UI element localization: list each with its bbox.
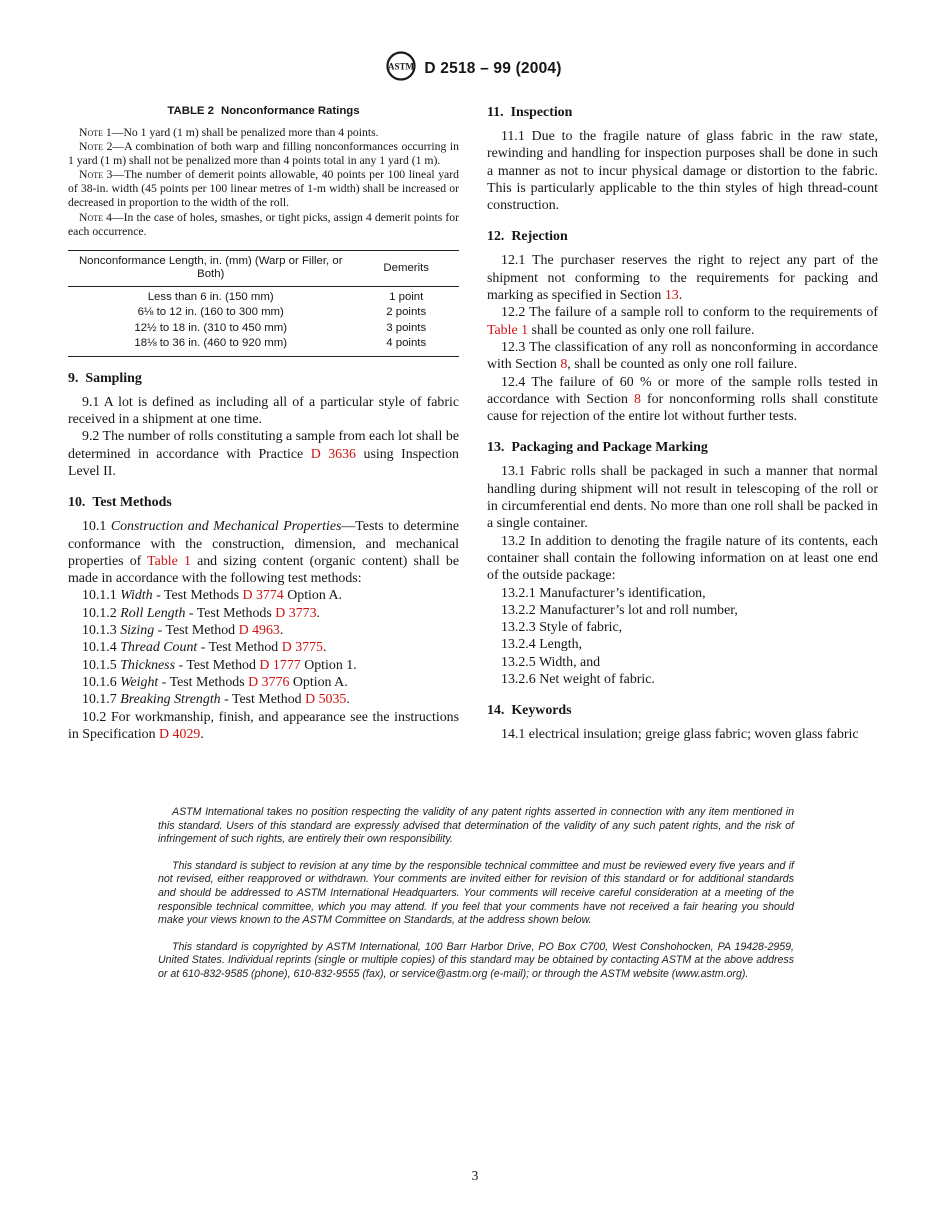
section-title: Rejection bbox=[511, 229, 568, 245]
text-run: - Test Methods bbox=[158, 674, 249, 690]
paragraph bbox=[487, 374, 878, 426]
table-2-body bbox=[68, 286, 459, 356]
section-heading bbox=[487, 440, 878, 456]
table-cell: 18⅛ to 36 in. (460 to 920 mm) bbox=[68, 336, 353, 356]
table-cell: 2 points bbox=[386, 306, 427, 319]
text-run: 10.1.5 bbox=[82, 657, 121, 673]
table-cell: 3 points bbox=[386, 321, 427, 334]
paragraph bbox=[68, 622, 459, 639]
section-number: 14. bbox=[487, 703, 505, 719]
italic-term: Construction and Mechanical Properties bbox=[110, 519, 342, 535]
text-run: 12.3 The classification of any roll as nonconforming in accordance with Section bbox=[487, 339, 878, 373]
text-run: 10.1.3 bbox=[82, 623, 121, 639]
text-run: 10.1 bbox=[82, 519, 111, 535]
italic-term: Sizing bbox=[120, 623, 155, 639]
text-run: . bbox=[346, 692, 350, 708]
table-cell: Less than 6 in. (150 mm) bbox=[147, 290, 274, 303]
text-run: 10.1.4 bbox=[82, 640, 121, 656]
table-cell: 1 point bbox=[389, 290, 424, 303]
italic-term: Weight bbox=[120, 674, 159, 690]
reference-link[interactable]: D 3776 bbox=[248, 674, 290, 690]
reference-link[interactable]: 8 bbox=[560, 357, 568, 373]
paragraph bbox=[68, 657, 459, 674]
text-run: 10.2 For workmanship, finish, and appearance see the instructions in Specification bbox=[68, 709, 459, 742]
text-run: . bbox=[316, 605, 321, 621]
section-heading bbox=[68, 371, 459, 387]
table-2 bbox=[68, 250, 459, 357]
text-run: shall be counted as only one roll failure. bbox=[528, 322, 755, 338]
doc-header bbox=[68, 50, 879, 87]
astm-logo-text: ASTM bbox=[388, 61, 415, 72]
text-run: 13.2.5 Width, and bbox=[501, 654, 601, 670]
paragraph bbox=[487, 339, 878, 374]
italic-term: Breaking Strength bbox=[120, 692, 221, 708]
text-run: Option A. bbox=[283, 588, 343, 604]
text-run: 10.1.7 bbox=[82, 692, 121, 708]
two-column-body bbox=[68, 103, 879, 744]
section-number: 9. bbox=[68, 370, 79, 386]
text-run: - Test Methods bbox=[185, 605, 276, 621]
text-run: 12.1 The purchaser reserves the right to reject any part of the shipment not conforming to the requirements for packing and marking as specified in Section bbox=[487, 253, 878, 304]
paragraph bbox=[487, 533, 878, 585]
text-run: - Test Method bbox=[220, 692, 306, 708]
text-run: - Test Methods bbox=[152, 588, 243, 604]
text-run: Option 1. bbox=[300, 657, 357, 673]
text-run: 13.2 In addition to denoting the fragile nature of its contents, each container shall contain the following information on at least one end of the outside package: bbox=[487, 533, 878, 584]
section-title: Sampling bbox=[85, 370, 142, 386]
text-run: 10.1.6 bbox=[82, 674, 121, 690]
paragraph bbox=[487, 463, 878, 532]
reference-link[interactable]: D 1777 bbox=[259, 657, 301, 673]
table-2-notes bbox=[68, 126, 459, 239]
italic-term: Roll Length bbox=[120, 605, 186, 621]
section-heading bbox=[487, 105, 878, 121]
text-run: 13.2.2 Manufacturer’s lot and roll number, bbox=[501, 602, 738, 618]
page-number: 3 bbox=[471, 1168, 479, 1183]
text-run: 14.1 electrical insulation; greige glass fabric; woven glass fabric bbox=[501, 727, 859, 743]
table-2-title bbox=[68, 105, 459, 117]
text-run: . bbox=[678, 288, 683, 304]
text-run: 12.2 The failure of a sample roll to conform to the requirements of bbox=[501, 305, 878, 321]
section-title: Inspection bbox=[510, 105, 573, 120]
table-cell: 12½ to 18 in. (310 to 450 mm) bbox=[134, 321, 288, 334]
reference-link[interactable]: D 3636 bbox=[310, 446, 357, 462]
section-title: Keywords bbox=[511, 703, 572, 719]
text-run: In the case of holes, smashes, or tight picks, assign 4 demerit points for each occurrence. bbox=[68, 210, 459, 238]
reference-link[interactable]: Table 1 bbox=[487, 322, 529, 338]
note-label: Note 1— bbox=[79, 126, 124, 139]
text-run: . bbox=[322, 640, 327, 656]
paragraph bbox=[487, 654, 878, 671]
text-run: 13.2.1 Manufacturer’s identification, bbox=[501, 585, 706, 601]
paragraph bbox=[68, 394, 459, 429]
text-run: The number of demerit points allowable, 40 points per 100 lineal yard of 38-in. width (45 points per 100 linear metres of 1-m width) shall be increased or decreased in proportion to the width of the roll. bbox=[68, 168, 459, 210]
paragraph bbox=[68, 674, 459, 691]
doc-designation: D 2518 – 99 (2004) bbox=[424, 59, 562, 77]
paragraph bbox=[68, 605, 459, 622]
note-label: Note 2— bbox=[79, 140, 125, 154]
text-run: - Test Method bbox=[175, 657, 260, 673]
doc-footer bbox=[158, 806, 794, 995]
astm-logo-icon bbox=[385, 50, 417, 87]
table-2-header-row bbox=[68, 250, 459, 286]
astm-logo-svg bbox=[385, 50, 417, 82]
text-run: 10.1.2 bbox=[82, 605, 121, 621]
paragraph bbox=[487, 128, 878, 214]
footer-paragraph: This standard is subject to revision at any time by the responsible technical committee and must be reviewed every five years and if not revised, either reapproved or withdrawn. Your comments are invited either for revision of this standard or for additional standards and should be addressed to ASTM International Headquarters. Your comments will receive careful consideration at a meeting of the responsible technical committee, which you may attend. If you feel that your comments have not received a fair hearing you should make your views known to the ASTM Committee on Standards, at the address shown below. bbox=[158, 859, 794, 927]
section-number: 11. bbox=[487, 105, 504, 120]
text-run: 12.4 The failure of 60 % or more of the sample rolls tested in accordance with Section bbox=[487, 374, 878, 407]
reference-link[interactable]: 8 bbox=[633, 391, 641, 407]
paragraph bbox=[487, 602, 878, 619]
reference-link[interactable]: D 3773 bbox=[275, 605, 317, 621]
table-2-block bbox=[68, 105, 459, 357]
reference-link[interactable]: D 3775 bbox=[281, 640, 323, 656]
column-header: Demerits bbox=[353, 250, 459, 286]
footer-paragraph: This standard is copyrighted by ASTM International, 100 Barr Harbor Drive, PO Box C700, West Conshohocken, PA 19428-2959, United States. Individual reprints (single or multiple copies) of this standard may be obtained by contacting ASTM at the above address or at 610-832-9585 (phone), 610-832-9555 (fax), or service@astm.org (e-mail); or through the ASTM website (www.astm.org). bbox=[158, 940, 794, 980]
reference-link[interactable]: Table 1 bbox=[147, 553, 191, 569]
column-header: Nonconformance Length, in. (mm) (Warp or Filler, or Both) bbox=[68, 250, 353, 286]
table-cell: 4 points bbox=[353, 336, 459, 356]
text-run: and sizing content (organic content) shall be made in accordance with the following test methods: bbox=[68, 553, 459, 587]
section-number: 10. bbox=[68, 495, 86, 511]
text-run: 10.1.1 bbox=[82, 588, 121, 604]
paragraph bbox=[487, 619, 878, 636]
table-2-head bbox=[68, 250, 459, 286]
reference-link[interactable]: D 4029 bbox=[159, 726, 201, 742]
table-note bbox=[68, 140, 459, 168]
reference-link[interactable]: D 3774 bbox=[242, 588, 284, 604]
table-note bbox=[68, 211, 459, 239]
text-run: No 1 yard (1 m) shall be penalized more than 4 points. bbox=[123, 126, 379, 139]
paragraph bbox=[487, 304, 878, 339]
right-sections bbox=[487, 105, 878, 744]
table-note bbox=[68, 126, 459, 140]
table-row bbox=[68, 336, 459, 356]
paragraph bbox=[68, 587, 459, 604]
table-2-label: TABLE 2 bbox=[167, 105, 214, 117]
text-run: Option A. bbox=[289, 674, 348, 690]
text-run: for nonconforming rolls shall constitute cause for rejection of the entire lot without further tests. bbox=[487, 391, 878, 425]
text-run: . bbox=[200, 726, 204, 742]
text-run: 13.2.4 Length, bbox=[501, 637, 583, 653]
text-run: using Inspection Level II. bbox=[68, 446, 459, 479]
section-title: Test Methods bbox=[92, 495, 172, 511]
text-run: 13.2.6 Net weight of fabric. bbox=[501, 672, 655, 688]
paragraph bbox=[487, 636, 878, 653]
paragraph bbox=[487, 671, 878, 688]
italic-term: Width bbox=[120, 588, 153, 604]
text-run: 13.2.3 Style of fabric, bbox=[501, 620, 623, 636]
paragraph bbox=[68, 518, 459, 587]
table-row bbox=[68, 321, 459, 337]
section-number: 12. bbox=[487, 229, 505, 245]
note-label: Note 3— bbox=[79, 168, 125, 182]
reference-link[interactable]: 13 bbox=[664, 288, 679, 304]
text-run: 9.1 A lot is defined as including all of a particular style of fabric received in a shipment at one time. bbox=[68, 394, 459, 428]
footer-paragraph: ASTM International takes no position respecting the validity of any patent rights asserted in connection with any item mentioned in this standard. Users of this standard are expressly advised that determination of the validity of any such patent rights, and the risk of infringement of such rights, are entirely their own responsibility. bbox=[158, 806, 794, 846]
paragraph bbox=[487, 726, 878, 743]
text-run: 13.1 Fabric rolls shall be packaged in such a manner that normal handling during shipment will not result in telescoping of the roll or in circumferential end dents. No more than one roll shall be packed in a single container. bbox=[487, 464, 878, 532]
table-cell: 6⅛ to 12 in. (160 to 300 mm) bbox=[137, 306, 284, 319]
text-run: - Test Method bbox=[197, 640, 282, 656]
paragraph bbox=[487, 585, 878, 602]
text-run: , shall be counted as only one roll failure. bbox=[567, 357, 798, 373]
paragraph bbox=[68, 428, 459, 480]
text-run: 9.2 The number of rolls constituting a sample from each lot shall be determined in accordance with Practice bbox=[68, 429, 459, 462]
text-run: . bbox=[279, 623, 284, 639]
reference-link[interactable]: D 4963 bbox=[238, 623, 280, 639]
text-run: 11.1 Due to the fragile nature of glass fabric in the raw state, rewinding and handling for inspection purposes shall be done in such a manner as not to incur physical damage or distortion to the fabric. This is particularly applicable to the thin styles of high thread-count construction. bbox=[487, 129, 878, 214]
italic-term: Thread Count bbox=[120, 640, 198, 656]
section-number: 13. bbox=[487, 440, 505, 456]
left-sections bbox=[68, 371, 459, 743]
section-heading bbox=[68, 495, 459, 511]
table-row bbox=[68, 305, 459, 321]
right-column bbox=[487, 103, 878, 744]
text-run: —Tests to determine conformance with the construction, dimension, and mechanical properties of bbox=[68, 519, 459, 569]
section-heading bbox=[487, 229, 878, 245]
paragraph bbox=[487, 252, 878, 304]
text-run: A combination of both warp and filling nonconformances occurring in 1 yard (1 m) shall not be penalized more than 4 points total in any 1 yard (1 m). bbox=[68, 140, 459, 168]
table-2-caption: Nonconformance Ratings bbox=[221, 105, 360, 117]
paragraph bbox=[68, 709, 459, 744]
table-row bbox=[68, 286, 459, 305]
italic-term: Thickness bbox=[120, 657, 175, 673]
left-column bbox=[68, 103, 459, 744]
note-label: Note 4— bbox=[79, 210, 124, 224]
text-run: - Test Method bbox=[154, 623, 239, 639]
paragraph bbox=[68, 639, 459, 656]
reference-link[interactable]: D 5035 bbox=[305, 692, 347, 708]
section-title: Packaging and Package Marking bbox=[511, 440, 708, 456]
section-heading bbox=[487, 703, 878, 719]
table-note bbox=[68, 168, 459, 210]
paragraph bbox=[68, 691, 459, 708]
